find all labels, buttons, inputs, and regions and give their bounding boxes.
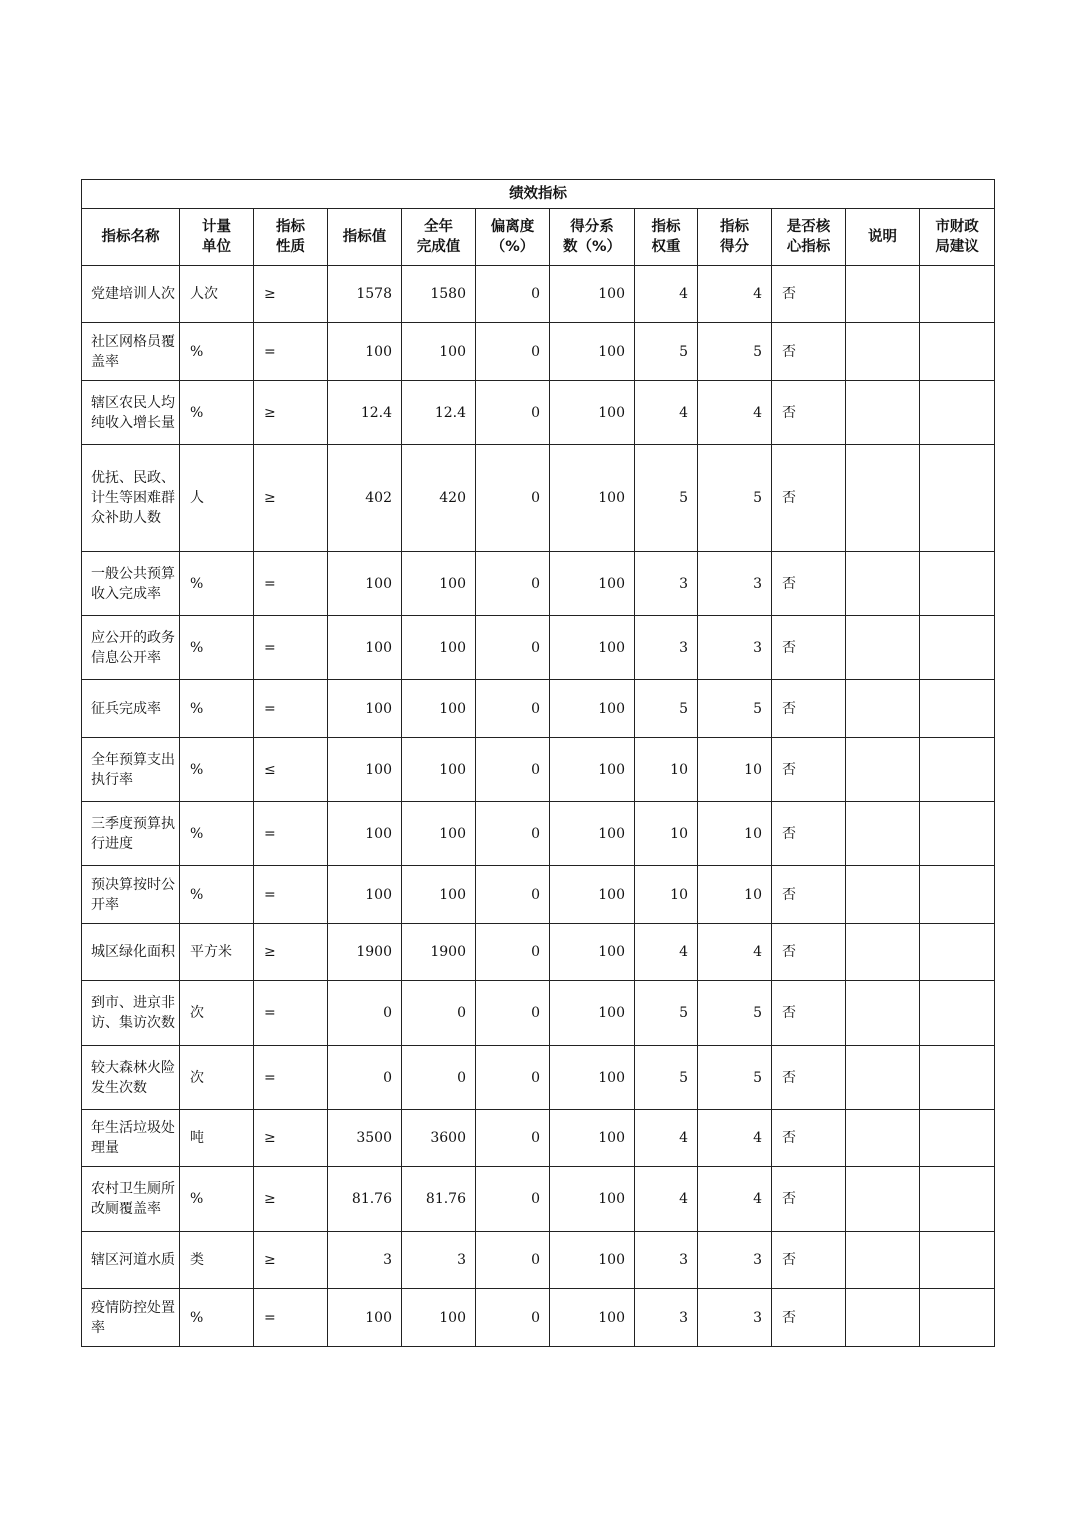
cell-core-indicator: 否 xyxy=(772,866,846,924)
cell-actual-value: 100 xyxy=(402,802,476,866)
cell-note xyxy=(846,1167,920,1232)
cell-score: 3 xyxy=(698,1232,772,1289)
cell-note xyxy=(846,866,920,924)
header-score: 指标 得分 xyxy=(698,209,772,266)
cell-deviation: 0 xyxy=(476,1167,550,1232)
cell-coefficient: 100 xyxy=(550,1289,635,1347)
header-weight: 指标 权重 xyxy=(635,209,698,266)
cell-note xyxy=(846,323,920,381)
table-row xyxy=(82,1289,995,1347)
cell-deviation: 0 xyxy=(476,738,550,802)
cell-deviation: 0 xyxy=(476,323,550,381)
cell-note xyxy=(846,1289,920,1347)
header-unit: 计量 单位 xyxy=(180,209,254,266)
table-row xyxy=(82,680,995,738)
cell-finance-advice xyxy=(920,381,995,445)
cell-indicator-name: 年生活垃圾处理量 xyxy=(82,1110,180,1167)
cell-score: 10 xyxy=(698,802,772,866)
table-row xyxy=(82,866,995,924)
cell-core-indicator: 否 xyxy=(772,680,846,738)
cell-core-indicator: 否 xyxy=(772,981,846,1046)
cell-score: 10 xyxy=(698,738,772,802)
cell-coefficient: 100 xyxy=(550,680,635,738)
cell-indicator-name: 城区绿化面积 xyxy=(82,924,180,981)
cell-unit: % xyxy=(180,616,254,680)
cell-nature: ≥ xyxy=(254,381,328,445)
cell-finance-advice xyxy=(920,1167,995,1232)
cell-target-value: 0 xyxy=(328,1046,402,1110)
cell-finance-advice xyxy=(920,802,995,866)
cell-coefficient: 100 xyxy=(550,323,635,381)
cell-note xyxy=(846,738,920,802)
cell-coefficient: 100 xyxy=(550,1046,635,1110)
cell-indicator-name: 优抚、民政、计生等困难群众补助人数 xyxy=(82,445,180,552)
cell-nature: ≥ xyxy=(254,1167,328,1232)
cell-coefficient: 100 xyxy=(550,1110,635,1167)
cell-score: 3 xyxy=(698,1289,772,1347)
header-indicator-name: 指标名称 xyxy=(82,209,180,266)
cell-note xyxy=(846,616,920,680)
cell-indicator-name: 三季度预算执行进度 xyxy=(82,802,180,866)
cell-target-value: 12.4 xyxy=(328,381,402,445)
cell-target-value: 1900 xyxy=(328,924,402,981)
performance-indicator-table xyxy=(81,179,995,1347)
cell-deviation: 0 xyxy=(476,981,550,1046)
cell-nature: = xyxy=(254,552,328,616)
cell-indicator-name: 全年预算支出执行率 xyxy=(82,738,180,802)
cell-nature: ≤ xyxy=(254,738,328,802)
cell-unit: 次 xyxy=(180,981,254,1046)
cell-target-value: 3 xyxy=(328,1232,402,1289)
cell-coefficient: 100 xyxy=(550,802,635,866)
cell-weight: 5 xyxy=(635,323,698,381)
cell-target-value: 100 xyxy=(328,552,402,616)
cell-target-value: 100 xyxy=(328,616,402,680)
cell-indicator-name: 辖区河道水质 xyxy=(82,1232,180,1289)
cell-target-value: 100 xyxy=(328,802,402,866)
table-row xyxy=(82,924,995,981)
cell-unit: 人 xyxy=(180,445,254,552)
header-actual-value: 全年 完成值 xyxy=(402,209,476,266)
cell-score: 4 xyxy=(698,924,772,981)
cell-actual-value: 1900 xyxy=(402,924,476,981)
cell-indicator-name: 农村卫生厕所改厕覆盖率 xyxy=(82,1167,180,1232)
cell-target-value: 100 xyxy=(328,323,402,381)
cell-target-value: 3500 xyxy=(328,1110,402,1167)
cell-note xyxy=(846,1232,920,1289)
header-coefficient: 得分系 数（%） xyxy=(550,209,635,266)
cell-actual-value: 100 xyxy=(402,323,476,381)
cell-unit: 次 xyxy=(180,1046,254,1110)
cell-deviation: 0 xyxy=(476,1232,550,1289)
cell-unit: % xyxy=(180,1289,254,1347)
cell-nature: = xyxy=(254,1046,328,1110)
cell-core-indicator: 否 xyxy=(772,1289,846,1347)
cell-score: 4 xyxy=(698,266,772,323)
cell-note xyxy=(846,981,920,1046)
cell-coefficient: 100 xyxy=(550,616,635,680)
cell-indicator-name: 征兵完成率 xyxy=(82,680,180,738)
cell-score: 5 xyxy=(698,445,772,552)
cell-score: 4 xyxy=(698,1167,772,1232)
cell-unit: % xyxy=(180,680,254,738)
cell-weight: 4 xyxy=(635,1110,698,1167)
cell-weight: 4 xyxy=(635,266,698,323)
cell-actual-value: 3 xyxy=(402,1232,476,1289)
cell-nature: = xyxy=(254,680,328,738)
cell-weight: 5 xyxy=(635,445,698,552)
cell-finance-advice xyxy=(920,981,995,1046)
header-finance-advice: 市财政 局建议 xyxy=(920,209,995,266)
cell-finance-advice xyxy=(920,323,995,381)
cell-weight: 3 xyxy=(635,1232,698,1289)
cell-target-value: 100 xyxy=(328,1289,402,1347)
cell-actual-value: 3600 xyxy=(402,1110,476,1167)
table-row xyxy=(82,1167,995,1232)
cell-note xyxy=(846,381,920,445)
header-nature: 指标 性质 xyxy=(254,209,328,266)
cell-core-indicator: 否 xyxy=(772,1046,846,1110)
cell-score: 5 xyxy=(698,1046,772,1110)
cell-finance-advice xyxy=(920,1110,995,1167)
cell-finance-advice xyxy=(920,552,995,616)
cell-finance-advice xyxy=(920,266,995,323)
cell-core-indicator: 否 xyxy=(772,738,846,802)
table-title: 绩效指标 xyxy=(82,180,995,209)
cell-finance-advice xyxy=(920,445,995,552)
cell-actual-value: 100 xyxy=(402,680,476,738)
cell-note xyxy=(846,1110,920,1167)
cell-nature: = xyxy=(254,323,328,381)
cell-deviation: 0 xyxy=(476,1289,550,1347)
table-row xyxy=(82,802,995,866)
cell-weight: 10 xyxy=(635,866,698,924)
cell-weight: 3 xyxy=(635,552,698,616)
cell-indicator-name: 党建培训人次 xyxy=(82,266,180,323)
cell-actual-value: 0 xyxy=(402,981,476,1046)
cell-core-indicator: 否 xyxy=(772,1167,846,1232)
cell-actual-value: 100 xyxy=(402,552,476,616)
cell-score: 10 xyxy=(698,866,772,924)
cell-unit: 平方米 xyxy=(180,924,254,981)
cell-actual-value: 420 xyxy=(402,445,476,552)
table-row xyxy=(82,981,995,1046)
cell-core-indicator: 否 xyxy=(772,924,846,981)
cell-target-value: 100 xyxy=(328,738,402,802)
cell-note xyxy=(846,680,920,738)
cell-coefficient: 100 xyxy=(550,981,635,1046)
cell-coefficient: 100 xyxy=(550,445,635,552)
cell-unit: % xyxy=(180,802,254,866)
cell-unit: % xyxy=(180,323,254,381)
cell-unit: 人次 xyxy=(180,266,254,323)
cell-note xyxy=(846,924,920,981)
cell-unit: % xyxy=(180,738,254,802)
cell-note xyxy=(846,445,920,552)
cell-core-indicator: 否 xyxy=(772,802,846,866)
cell-actual-value: 1580 xyxy=(402,266,476,323)
cell-deviation: 0 xyxy=(476,445,550,552)
cell-deviation: 0 xyxy=(476,1110,550,1167)
cell-coefficient: 100 xyxy=(550,266,635,323)
cell-unit: % xyxy=(180,552,254,616)
cell-indicator-name: 较大森林火险发生次数 xyxy=(82,1046,180,1110)
header-core-indicator: 是否核 心指标 xyxy=(772,209,846,266)
cell-core-indicator: 否 xyxy=(772,381,846,445)
cell-deviation: 0 xyxy=(476,552,550,616)
cell-core-indicator: 否 xyxy=(772,266,846,323)
cell-target-value: 0 xyxy=(328,981,402,1046)
cell-actual-value: 100 xyxy=(402,866,476,924)
cell-deviation: 0 xyxy=(476,680,550,738)
table-row xyxy=(82,552,995,616)
cell-target-value: 100 xyxy=(328,866,402,924)
cell-actual-value: 0 xyxy=(402,1046,476,1110)
table-row xyxy=(82,445,995,552)
cell-core-indicator: 否 xyxy=(772,445,846,552)
cell-unit: 类 xyxy=(180,1232,254,1289)
table-row xyxy=(82,1232,995,1289)
cell-coefficient: 100 xyxy=(550,1232,635,1289)
header-row xyxy=(82,209,995,266)
cell-coefficient: 100 xyxy=(550,738,635,802)
table-row xyxy=(82,738,995,802)
cell-weight: 5 xyxy=(635,680,698,738)
cell-indicator-name: 预决算按时公开率 xyxy=(82,866,180,924)
cell-score: 3 xyxy=(698,552,772,616)
header-target-value: 指标值 xyxy=(328,209,402,266)
cell-indicator-name: 疫情防控处置率 xyxy=(82,1289,180,1347)
table-row xyxy=(82,266,995,323)
table-row xyxy=(82,616,995,680)
cell-nature: ≥ xyxy=(254,445,328,552)
cell-finance-advice xyxy=(920,924,995,981)
header-deviation: 偏离度 （%） xyxy=(476,209,550,266)
cell-coefficient: 100 xyxy=(550,866,635,924)
cell-weight: 4 xyxy=(635,1167,698,1232)
cell-deviation: 0 xyxy=(476,1046,550,1110)
cell-actual-value: 100 xyxy=(402,616,476,680)
cell-unit: % xyxy=(180,1167,254,1232)
cell-finance-advice xyxy=(920,680,995,738)
cell-note xyxy=(846,552,920,616)
cell-deviation: 0 xyxy=(476,616,550,680)
cell-nature: = xyxy=(254,1289,328,1347)
cell-weight: 10 xyxy=(635,802,698,866)
cell-note xyxy=(846,1046,920,1110)
table-row xyxy=(82,1110,995,1167)
cell-nature: = xyxy=(254,802,328,866)
cell-target-value: 1578 xyxy=(328,266,402,323)
cell-deviation: 0 xyxy=(476,924,550,981)
cell-weight: 5 xyxy=(635,1046,698,1110)
cell-weight: 10 xyxy=(635,738,698,802)
cell-score: 5 xyxy=(698,680,772,738)
cell-score: 5 xyxy=(698,323,772,381)
cell-actual-value: 100 xyxy=(402,1289,476,1347)
cell-nature: = xyxy=(254,616,328,680)
cell-score: 5 xyxy=(698,981,772,1046)
cell-indicator-name: 一般公共预算收入完成率 xyxy=(82,552,180,616)
cell-indicator-name: 到市、进京非访、集访次数 xyxy=(82,981,180,1046)
cell-nature: ≥ xyxy=(254,1110,328,1167)
cell-score: 4 xyxy=(698,1110,772,1167)
cell-finance-advice xyxy=(920,866,995,924)
cell-core-indicator: 否 xyxy=(772,552,846,616)
table-row xyxy=(82,1046,995,1110)
cell-finance-advice xyxy=(920,1289,995,1347)
cell-nature: = xyxy=(254,866,328,924)
cell-deviation: 0 xyxy=(476,866,550,924)
cell-indicator-name: 社区网格员覆盖率 xyxy=(82,323,180,381)
cell-indicator-name: 辖区农民人均纯收入增长量 xyxy=(82,381,180,445)
cell-deviation: 0 xyxy=(476,381,550,445)
cell-finance-advice xyxy=(920,1232,995,1289)
cell-actual-value: 81.76 xyxy=(402,1167,476,1232)
cell-weight: 3 xyxy=(635,1289,698,1347)
cell-weight: 4 xyxy=(635,381,698,445)
cell-score: 3 xyxy=(698,616,772,680)
cell-unit: 吨 xyxy=(180,1110,254,1167)
cell-weight: 3 xyxy=(635,616,698,680)
cell-actual-value: 12.4 xyxy=(402,381,476,445)
cell-unit: % xyxy=(180,381,254,445)
cell-deviation: 0 xyxy=(476,802,550,866)
table-row xyxy=(82,323,995,381)
cell-target-value: 100 xyxy=(328,680,402,738)
cell-core-indicator: 否 xyxy=(772,1110,846,1167)
cell-finance-advice xyxy=(920,616,995,680)
cell-note xyxy=(846,802,920,866)
cell-target-value: 81.76 xyxy=(328,1167,402,1232)
cell-deviation: 0 xyxy=(476,266,550,323)
cell-coefficient: 100 xyxy=(550,924,635,981)
table-row xyxy=(82,381,995,445)
cell-core-indicator: 否 xyxy=(772,616,846,680)
cell-nature: ≥ xyxy=(254,924,328,981)
cell-weight: 5 xyxy=(635,981,698,1046)
cell-coefficient: 100 xyxy=(550,381,635,445)
cell-unit: % xyxy=(180,866,254,924)
cell-core-indicator: 否 xyxy=(772,323,846,381)
cell-nature: ≥ xyxy=(254,1232,328,1289)
cell-coefficient: 100 xyxy=(550,552,635,616)
cell-finance-advice xyxy=(920,738,995,802)
cell-weight: 4 xyxy=(635,924,698,981)
cell-actual-value: 100 xyxy=(402,738,476,802)
header-note: 说明 xyxy=(846,209,920,266)
cell-coefficient: 100 xyxy=(550,1167,635,1232)
cell-target-value: 402 xyxy=(328,445,402,552)
cell-note xyxy=(846,266,920,323)
cell-nature: ≥ xyxy=(254,266,328,323)
cell-core-indicator: 否 xyxy=(772,1232,846,1289)
cell-score: 4 xyxy=(698,381,772,445)
cell-nature: = xyxy=(254,981,328,1046)
cell-indicator-name: 应公开的政务信息公开率 xyxy=(82,616,180,680)
cell-finance-advice xyxy=(920,1046,995,1110)
